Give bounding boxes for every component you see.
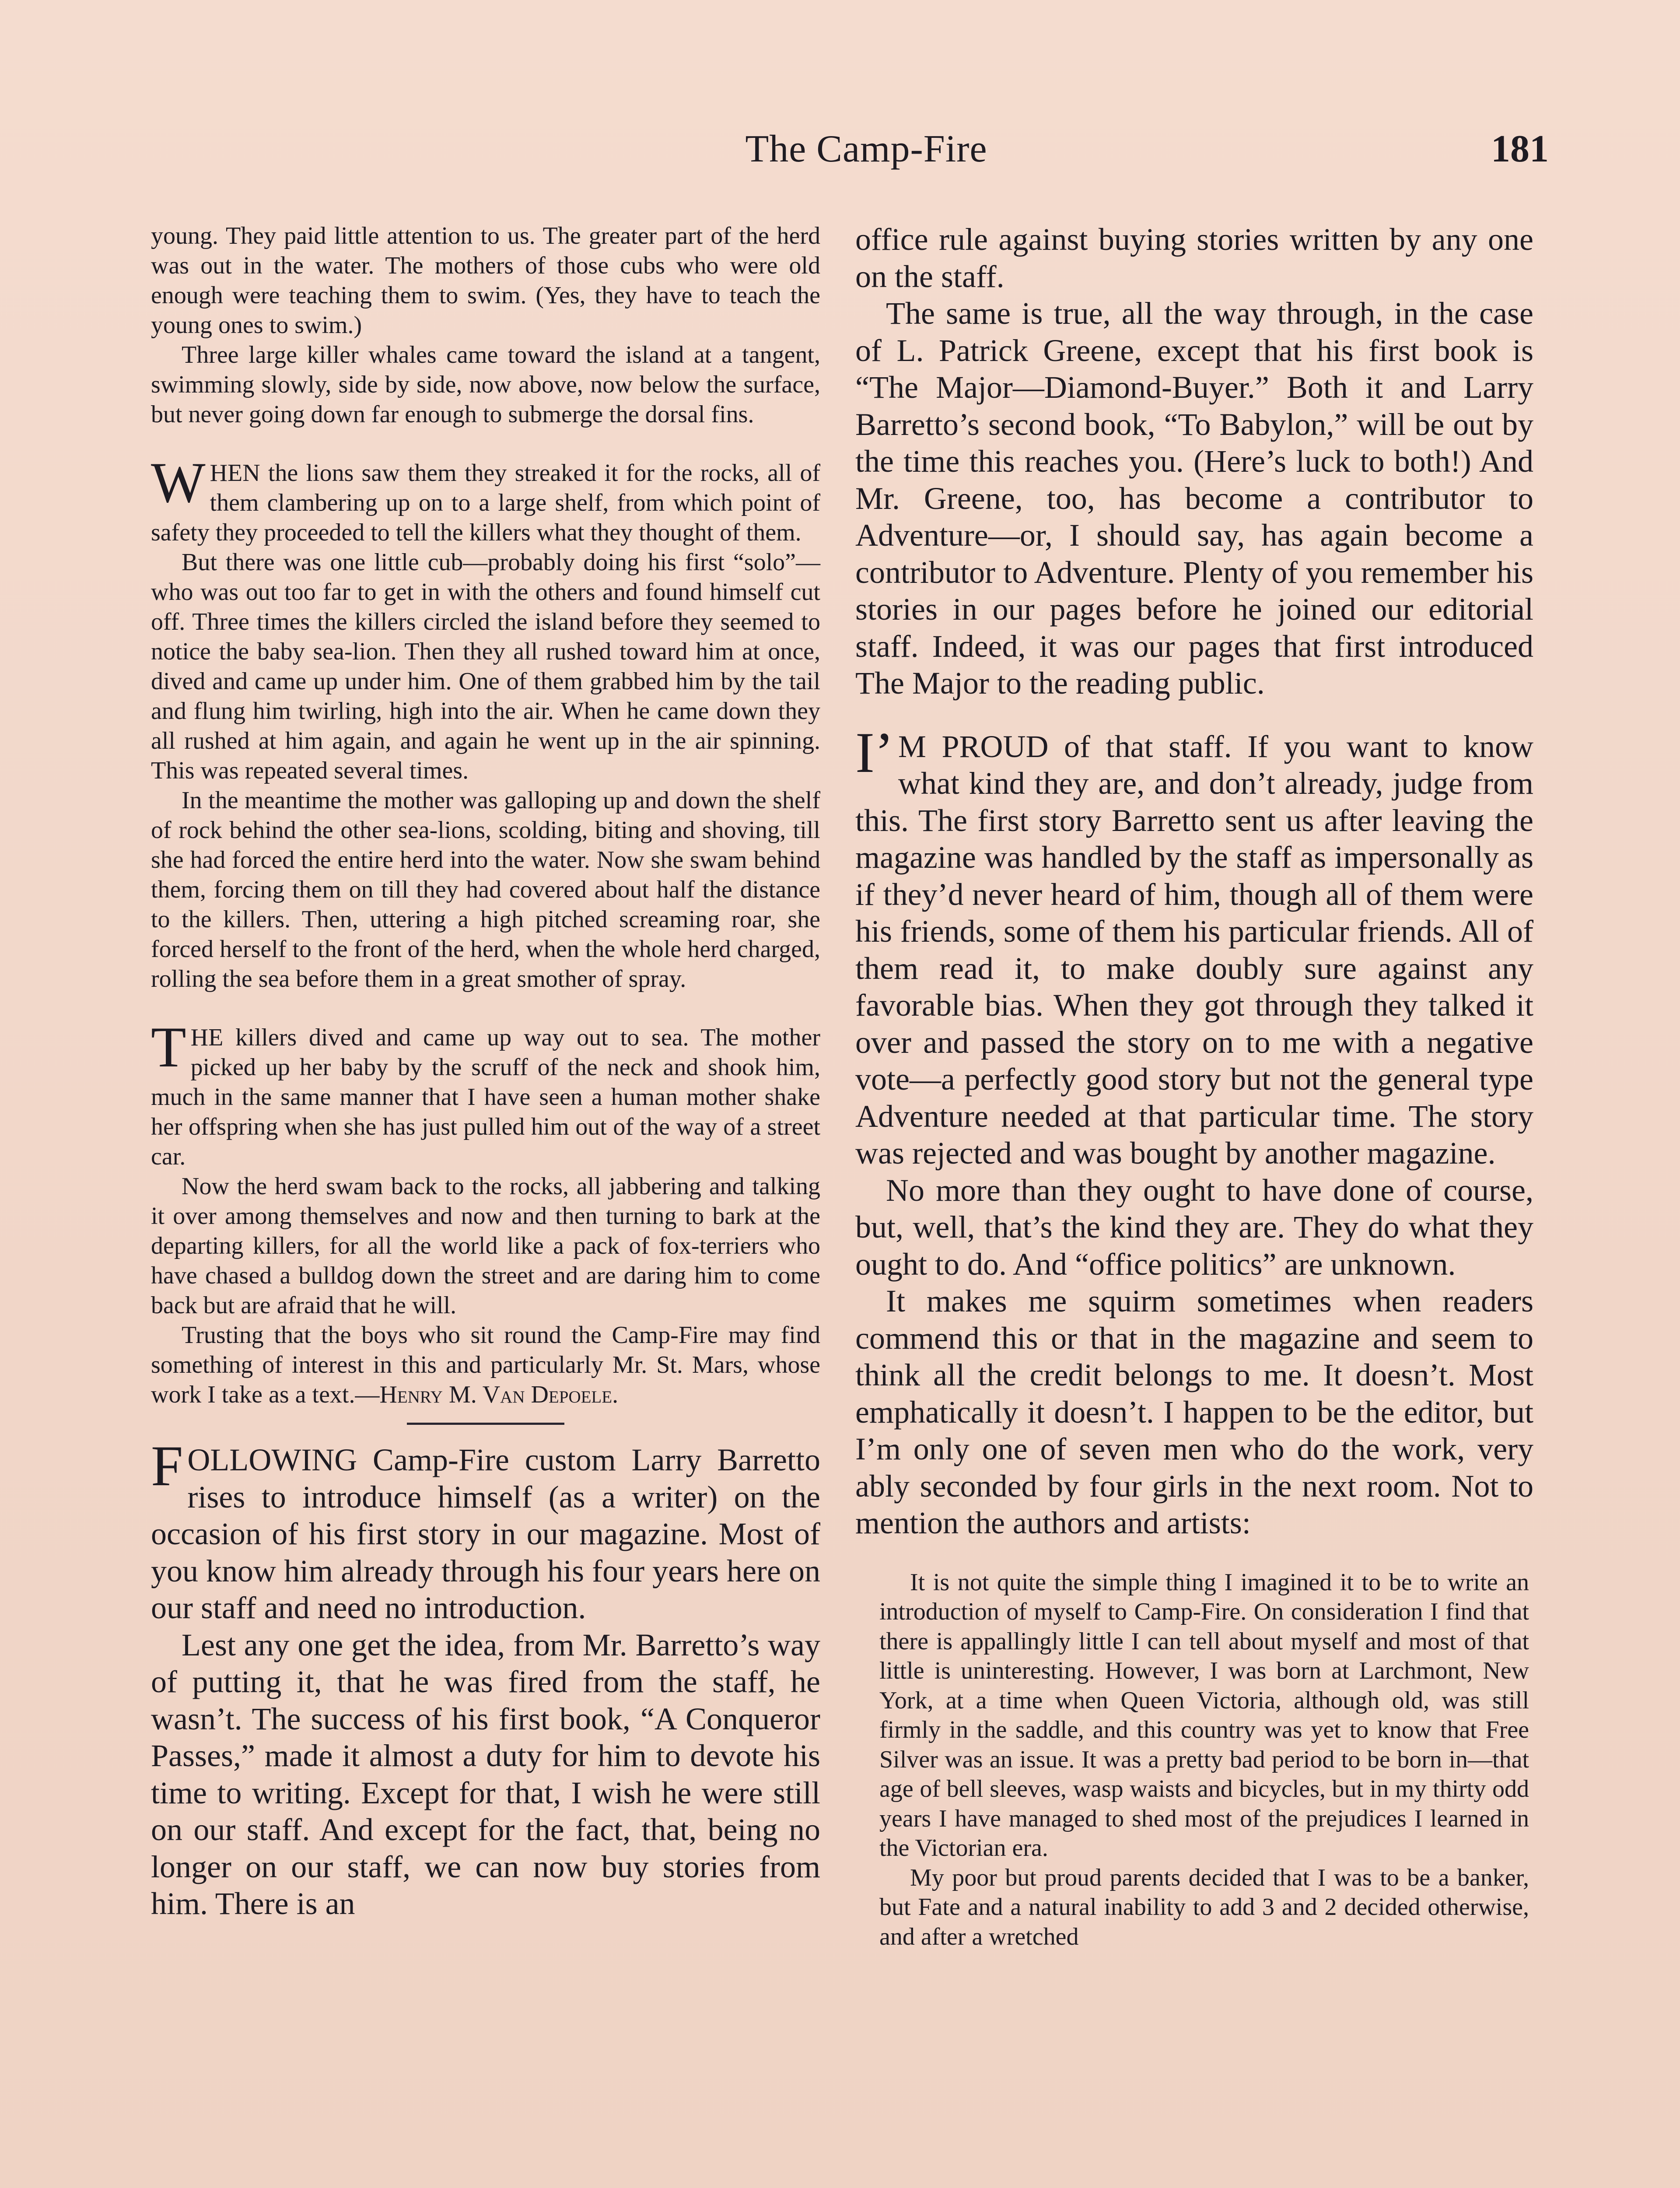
paragraph: The same is true, all the way through, in the case of L. Patrick Greene, except that his first book is “The Major—Diamond-Buyer.” Both it and Larry Barretto’s second book, “To Babylon,” will be out by the time this reaches you. (Here’s luck to both!) And Mr. Greene, too, has become a contributor to Adventure—or, I should say, has again become a contributor to Adventure. Plenty of you remember his stories in our pages before he joined our editorial staff. Indeed, it was our pages that first introduced The Major to the reading public. [855, 296, 1533, 701]
page-title: The Camp-Fire [745, 128, 987, 170]
paragraph-section-start: THE killers dived and came up way out to sea. The mother picked up her baby by the scruff of the neck and shook him, much in the same manner that I have seen a human mother shake her offspring when she has just pulled him out of the way of a street car. [151, 1015, 820, 1170]
page-number: 181 [1491, 128, 1549, 170]
paragraph: Now the herd swam back to the rocks, all jabbering and talking it over among themselves and now and then turning to bark at the departing killers, for all the world like a pack of fox-terriers who have chased a bulldog down the street and are daring him to come back but are afraid that he will. [151, 1173, 820, 1319]
paragraph [151, 1320, 820, 1410]
quoted-letter [879, 1568, 1529, 1952]
paragraph: In the meantime the mother was galloping up and down the shelf of rock behind the other sea-lions, scolding, biting and shoving, till she had forced the entire herd into the water. Now she swam behind them, forcing them on till they had covered about half the distance to the killers. Then, uttering a high pitched screaming roar, she forced herself to the front of the herd, when the whole herd charged, rolling the sea before them in a great smother of spray. [151, 787, 820, 992]
paragraph-section-start: WHEN the lions saw them they streaked it for the rocks, all of them clambering up on to a large shelf, from which point of safety they proceeded to tell the killers what they thought of them. [151, 450, 820, 546]
paragraph-section-start: I’M PROUD of that staff. If you want to know what kind they are, and don’t already, judge from this. The first story Barretto sent us after leaving the magazine was handled by the staff as impersonally as if they’d never heard of him, though all of them were his friends, some of them his particular friends. All of them read it, to make doubly sure against any favorable bias. When they got through they talked it over and passed the story on to me with a negative vote—a perfectly good story but not the general type Adventure needed at that particular time. The story was rejected and was bought by another magazine. [855, 720, 1533, 1171]
paragraph: office rule against buying stories written by any one on the staff. [855, 222, 1533, 294]
letter-signature: Henry M. Van Depoele. [379, 1381, 619, 1408]
paragraph: No more than they ought to have done of course, but, well, that’s the kind they are. They do what they ought to do. And “office politics” are unknown. [855, 1172, 1533, 1282]
right-column [855, 221, 1533, 1952]
paragraph: It is not quite the simple thing I imagined it to be to write an introduction of myself to Camp-Fire. On consideration I find that there is appallingly little I can tell about myself and most of that little is uninteresting. However, I was born at Larchmont, New York, at a time when Queen Victoria, although old, was still firmly in the saddle, and this country was yet to know that Free Silver was an issue. It was a pretty bad period to be born in—that age of bell sleeves, wasp waists and bicycles, but in my thirty odd years I have managed to shed most of the prejudices I learned in the Victorian era. [879, 1568, 1529, 1862]
paragraph: young. They paid little attention to us. The greater part of the herd was out in the water. The mothers of those cubs who were old enough were teaching them to swim. (Yes, they have to teach the young ones to swim.) [151, 222, 820, 339]
paragraph: But there was one little cub—probably doing his first “solo”—who was out too far to get in with the others and found himself cut off. Three times the killers circled the island before they seemed to notice the baby sea-lion. Then they all rushed toward him at once, dived and came up under him. One of them grabbed him by the tail and flung him twirling, high into the air. When he came down they all rushed at him again, and again he went up in the air spinning. This was repeated several times. [151, 549, 820, 784]
paragraph: My poor but proud parents decided that I was to be a banker, but Fate and a natural inability to add 3 and 2 decided otherwise, and after a wretched [879, 1864, 1529, 1950]
paragraph: Lest any one get the idea, from Mr. Barretto’s way of putting it, that he was fired from the staff, he wasn’t. The success of his first book, “A Conqueror Passes,” made it almost a duty for him to devote his time to writing. Except for that, I wish he were still on our staff. And except for the fact, that, being no longer on our staff, we can now buy stories from him. There is an [151, 1627, 820, 1921]
paragraph-section-start: FOLLOWING Camp-Fire custom Larry Barretto rises to introduce himself (as a writer) on the occasion of his first story in our magazine. Most of you know him already through his four years here on our staff and need no introduction. [151, 1434, 820, 1625]
left-column [151, 221, 820, 1922]
paragraph: Three large killer whales came toward the island at a tangent, swimming slowly, side by side, now above, now below the surface, but never going down far enough to submerge the dorsal fins. [151, 341, 820, 428]
paragraph-text: Trusting that the boys who sit round the Camp-Fire may find something of interest in this and particularly Mr. St. Mars, whose work I take as a text.— [151, 1322, 820, 1408]
paragraph: It makes me squirm sometimes when readers commend this or that in the magazine and seem to think all the credit belongs to me. It doesn’t. Most emphatically it doesn’t. I happen to be the editor, but I’m only one of seven men who do the work, very ably seconded by four girls in the next room. Not to mention the authors and artists: [855, 1283, 1533, 1540]
section-divider [407, 1423, 564, 1425]
